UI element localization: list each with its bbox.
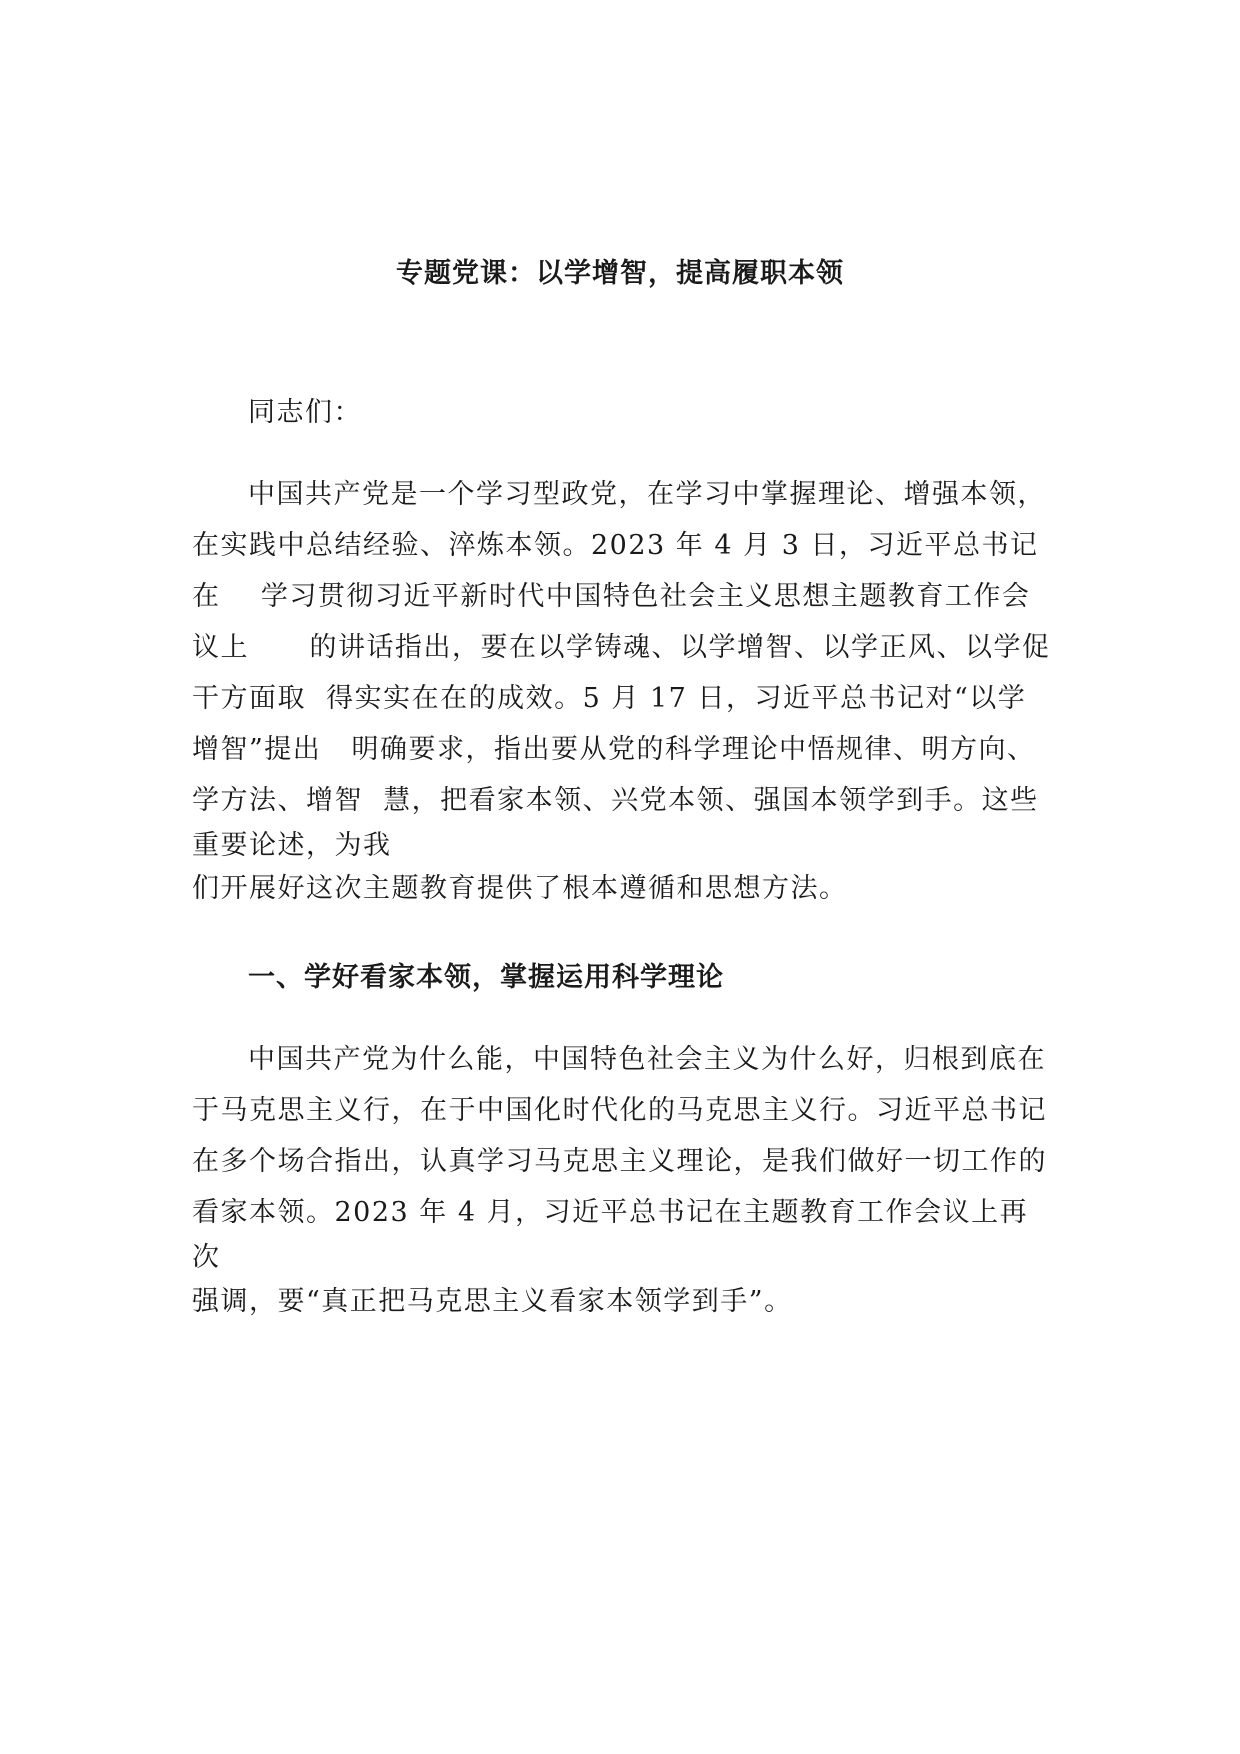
paragraph-2-line: 强调，要“真正把马克思主义看家本领学到手”。 bbox=[192, 1286, 793, 1317]
paragraph-1-line: 重要论述，为我 bbox=[192, 830, 392, 861]
paragraph-2-line: 在多个场合指出，认真学习马克思主义理论，是我们做好一切工作的 bbox=[192, 1146, 1047, 1177]
paragraph-1-line: 在实践中总结经验、淬炼本领。2023 年 4 月 3 日，习近平总书记 bbox=[192, 530, 1039, 561]
paragraph-1-line: 们开展好这次主题教育提供了根本遵循和思想方法。 bbox=[192, 873, 848, 904]
paragraph-2-line: 于马克思主义行，在于中国化时代化的马克思主义行。习近平总书记 bbox=[192, 1095, 1047, 1126]
section-heading: 一、学好看家本领，掌握运用科学理论 bbox=[248, 962, 724, 993]
paragraph-1-line: 学方法、增智 慧，把看家本领、兴党本领、强国本领学到手。这些 bbox=[192, 785, 1039, 816]
paragraph-1-line: 增智”提出 明确要求，指出要从党的科学理论中悟规律、明方向、 bbox=[192, 734, 1036, 765]
paragraph-2-line: 次 bbox=[192, 1242, 221, 1273]
paragraph-1-line: 议上 的讲话指出，要在以学铸魂、以学增智、以学正风、以学促 bbox=[192, 632, 1051, 663]
document-title: 专题党课：以学增智，提高履职本领 bbox=[396, 258, 844, 289]
paragraph-1-line: 在 学习贯彻习近平新时代中国特色社会主义思想主题教育工作会 bbox=[192, 581, 1031, 612]
paragraph-2-line: 中国共产党为什么能，中国特色社会主义为什么好，归根到底在 bbox=[248, 1044, 1046, 1075]
salutation: 同志们： bbox=[248, 397, 362, 428]
paragraph-1-line: 干方面取 得实实在在的成效。5 月 17 日，习近平总书记对“以学 bbox=[192, 683, 1027, 714]
paragraph-1-line: 中国共产党是一个学习型政党，在学习中掌握理论、增强本领， bbox=[248, 479, 1046, 510]
paragraph-2-line: 看家本领。2023 年 4 月，习近平总书记在主题教育工作会议上再 bbox=[192, 1197, 1029, 1228]
